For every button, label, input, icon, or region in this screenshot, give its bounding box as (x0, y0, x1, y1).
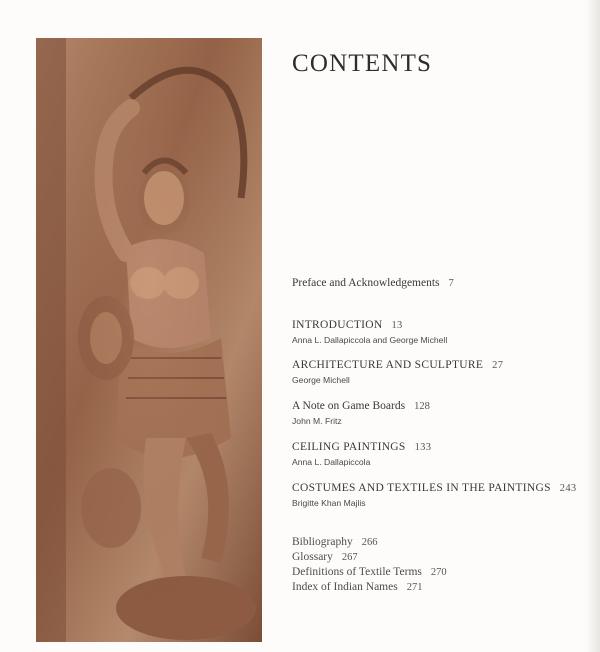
carved-stone-relief-image (36, 38, 262, 642)
toc-author: John M. Fritz (292, 416, 342, 426)
toc-back-matter (292, 535, 447, 595)
toc-entry-label: Glossary (292, 551, 333, 563)
toc-entry-label: Bibliography (292, 536, 353, 548)
toc-page-number: 267 (341, 552, 358, 563)
toc-section-game-boards[interactable] (292, 399, 430, 427)
toc-page-number: 128 (414, 401, 430, 412)
toc-section-architecture[interactable] (292, 358, 503, 386)
toc-entry-label: Definitions of Textile Terms (292, 566, 422, 578)
toc-page-number: 270 (430, 567, 447, 578)
toc-back-item[interactable] (292, 565, 447, 580)
toc-section-costumes-textiles[interactable] (292, 481, 576, 509)
toc-author: Anna L. Dallapiccola and George Michell (292, 335, 448, 345)
toc-page-number: 271 (406, 582, 423, 593)
toc-author: George Michell (292, 375, 350, 385)
toc-page-number: 7 (448, 278, 454, 289)
toc-entry-label: CEILING PAINTINGS (292, 441, 406, 453)
toc-author: Brigitte Khan Majlis (292, 498, 366, 508)
toc-entry-label: A Note on Game Boards (292, 400, 406, 412)
toc-entry-label: INTRODUCTION (292, 319, 383, 331)
toc-entry-label: Index of Indian Names (292, 581, 398, 593)
toc-entry-label: Preface and Acknowledgements (292, 277, 440, 289)
toc-entry-label: COSTUMES AND TEXTILES IN THE PAINTINGS (292, 482, 551, 494)
page-title: CONTENTS (292, 49, 433, 77)
toc-page-number: 13 (391, 320, 403, 331)
toc-page-number: 27 (492, 360, 504, 371)
toc-page-number: 266 (361, 537, 378, 548)
toc-author: Anna L. Dallapiccola (292, 457, 371, 467)
toc-section-ceiling-paintings[interactable] (292, 440, 431, 468)
toc-section-introduction[interactable] (292, 318, 447, 346)
toc-entry-label: ARCHITECTURE AND SCULPTURE (292, 359, 484, 371)
page-edge (586, 0, 600, 652)
toc-back-item[interactable] (292, 535, 447, 550)
sculpture-photo (36, 38, 262, 642)
toc-back-item[interactable] (292, 580, 447, 595)
toc-back-item[interactable] (292, 550, 447, 565)
toc-page-number: 243 (559, 483, 577, 494)
toc-page-number: 133 (414, 442, 432, 453)
toc-preface[interactable] (292, 276, 454, 291)
